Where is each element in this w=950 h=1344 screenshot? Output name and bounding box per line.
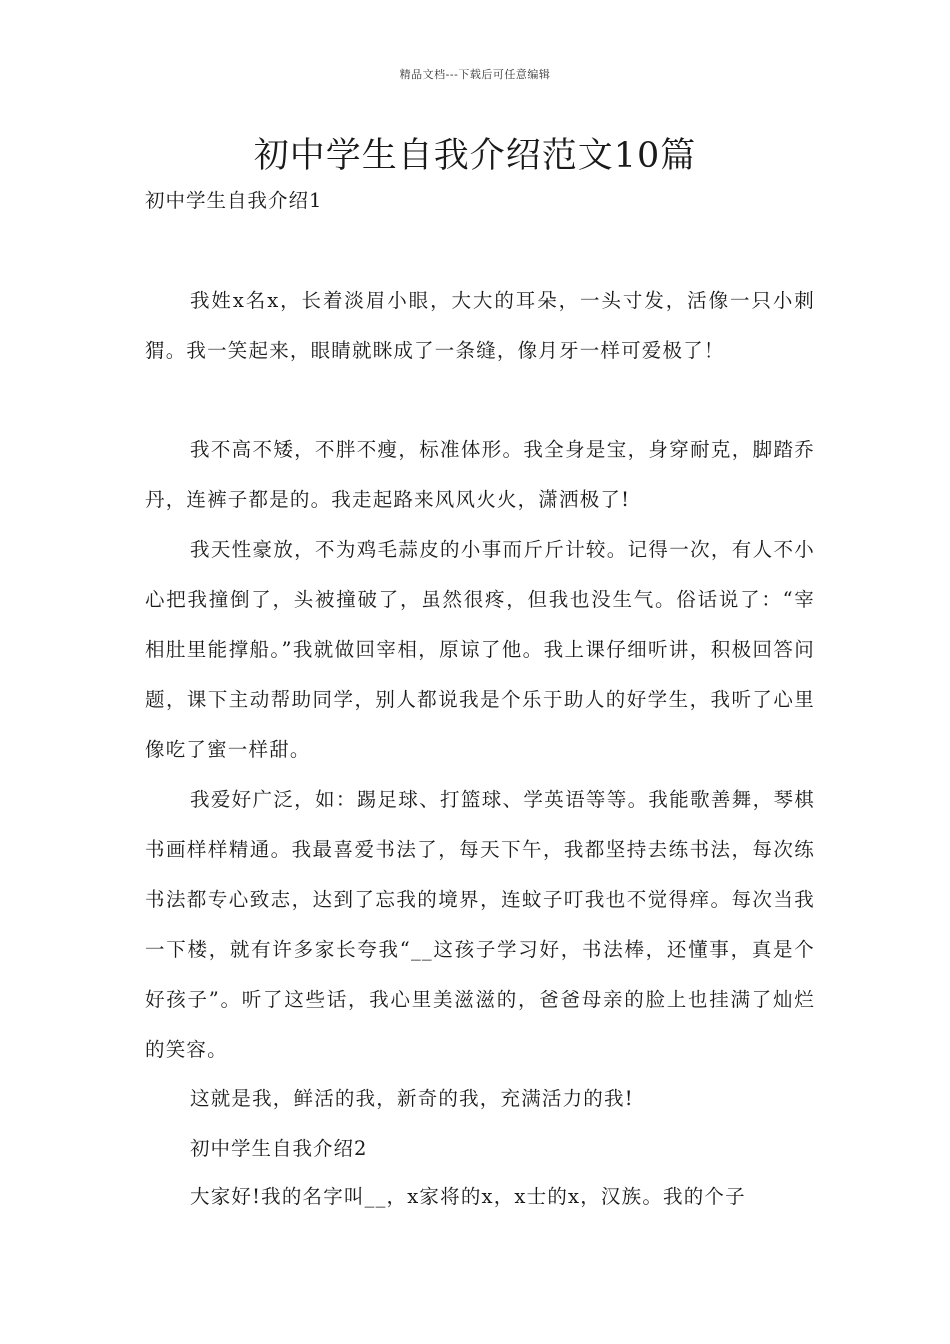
section-heading-1: 初中学生自我介绍1 <box>145 189 323 212</box>
paragraph-1: 我姓x名x，长着淡眉小眼，大大的耳朵，一头寸发，活像一只小刺猬。我一笑起来，眼睛就眯成了一条缝，像月牙一样可爱极了！ <box>145 289 815 362</box>
paragraph-5: 这就是我，鲜活的我，新奇的我，充满活力的我! <box>190 1087 634 1110</box>
paragraph-3: 我天性豪放，不为鸡毛蒜皮的小事而斤斤计较。记得一次，有人不小心把我撞倒了，头被撞破了，虽然很疼，但我也没生气。俗话说了：“宰相肚里能撑船。”我就做回宰相，原谅了他。我上课仔细听讲，积极回答问题，课下主动帮助同学，别人都说我是个乐于助人的好学生，我听了心里像吃了蜜一样甜。 <box>145 538 815 761</box>
paragraph-2: 我不高不矮，不胖不瘦，标准体形。我全身是宝，身穿耐克，脚踏乔丹，连裤子都是的。我走起路来风风火火，潇洒极了! <box>145 438 815 511</box>
paragraph-4: 我爱好广泛，如：踢足球、打篮球、学英语等等。我能歌善舞，琴棋书画样样精通。我最喜爱书法了，每天下午，我都坚持去练书法，每次练书法都专心致志，达到了忘我的境界，连蚊子叮我也不觉得痒。每次当我一下楼，就有许多家长夸我“__这孩子学习好，书法棒，还懂事，真是个好孩子”。听了这些话，我心里美滋滋的，爸爸母亲的脸上也挂满了灿烂的笑容。 <box>145 788 815 1061</box>
paragraph-6: 大家好!我的名字叫__，x家将的x，x士的x，汉族。我的个子 <box>190 1185 746 1208</box>
document-title: 初中学生自我介绍范文10篇 <box>253 136 697 176</box>
section-heading-2: 初中学生自我介绍2 <box>190 1137 368 1160</box>
header-note: 精品文档---下载后可任意编辑 <box>399 68 551 81</box>
